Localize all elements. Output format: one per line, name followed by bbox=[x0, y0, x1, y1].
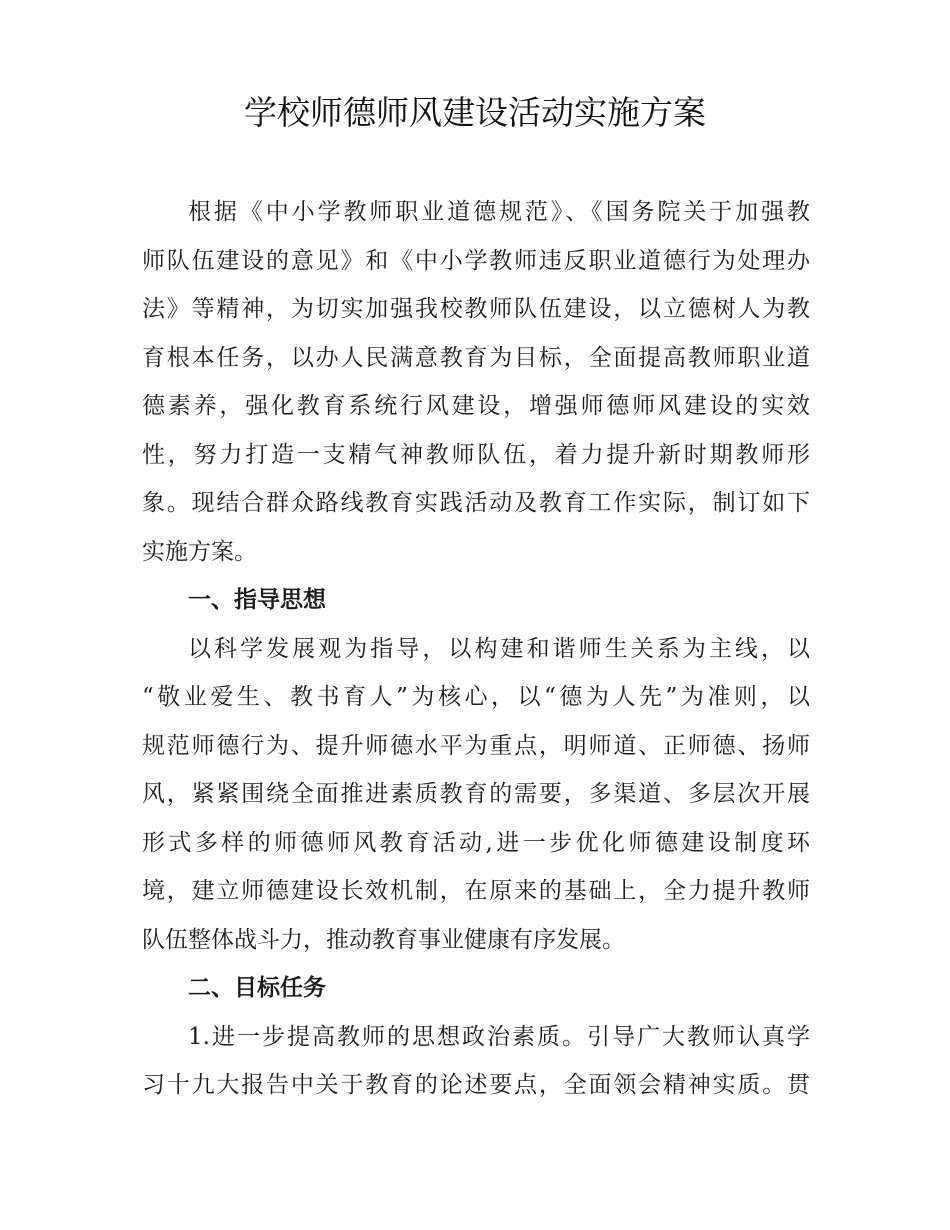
paragraph-1-line: 实施方案。 bbox=[142, 538, 257, 565]
paragraph-2-line: 规范师德行为、提升师德水平为重点，明师道、正师德、扬师 bbox=[142, 732, 810, 759]
paragraph-2-line: 境，建立师德建设长效机制，在原来的基础上，全力提升教师 bbox=[142, 878, 810, 904]
paragraph-2-line: 队伍整体战斗力，推动教育事业健康有序发展。 bbox=[142, 926, 625, 953]
paragraph-1-line: 性，努力打造一支精气神教师队伍，着力提升新时期教师形 bbox=[142, 441, 810, 468]
paragraph-2-line: 形式多样的师德师风教育活动,进一步优化师德建设制度环 bbox=[142, 829, 810, 856]
paragraph-1-line: 法》等精神，为切实加强我校教师队伍建设，以立德树人为教 bbox=[142, 296, 810, 322]
document-title: 学校师德师风建设活动实施方案 bbox=[244, 93, 706, 132]
paragraph-2-line: 以科学发展观为指导，以构建和谐师生关系为主线，以 bbox=[188, 635, 810, 662]
paragraph-1-line: 师队伍建设的意见》和《中小学教师违反职业道德行为处理办 bbox=[142, 247, 810, 274]
paragraph-3-line: 1.进一步提高教师的思想政治素质。引导广大教师认真学 bbox=[188, 1023, 810, 1050]
paragraph-1-line: 德素养，强化教育系统行风建设，增强师德师风建设的实效 bbox=[142, 393, 810, 419]
paragraph-1-line: 根据《中小学教师职业道德规范》、《国务院关于加强教 bbox=[188, 199, 810, 225]
paragraph-3-line: 习十九大报告中关于教育的论述要点，全面领会精神实质。贯 bbox=[142, 1072, 810, 1098]
section-heading-guiding-ideology: 一、指导思想 bbox=[188, 587, 326, 613]
section-heading-goals-tasks: 二、目标任务 bbox=[188, 975, 326, 1001]
paragraph-1-line: 育根本任务，以办人民满意教育为目标，全面提高教师职业道 bbox=[142, 344, 810, 371]
paragraph-2-line: “敬业爱生、教书育人”为核心，以“德为人先”为准则，以 bbox=[142, 684, 810, 710]
document-body bbox=[142, 188, 810, 1110]
paragraph-1-line: 象。现结合群众路线教育实践活动及教育工作实际，制订如下 bbox=[142, 490, 810, 516]
paragraph-2-line: 风，紧紧围绕全面推进素质教育的需要，多渠道、多层次开展 bbox=[142, 781, 810, 807]
